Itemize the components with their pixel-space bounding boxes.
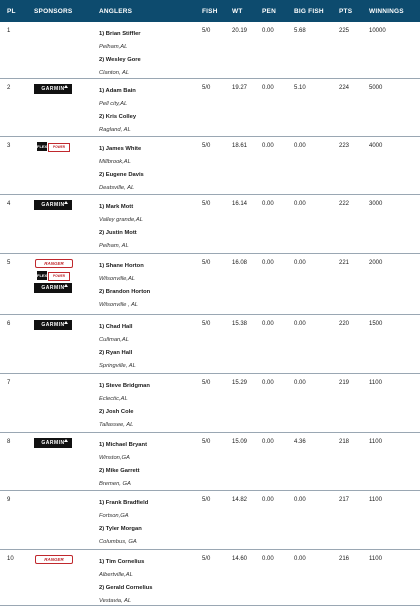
points: 217	[339, 497, 350, 503]
col-pl: PL	[7, 8, 16, 15]
col-pts: PTS	[339, 8, 353, 15]
fish-count: 5/0	[202, 28, 211, 34]
angler-2-city: Pelham, AL	[99, 243, 129, 249]
sponsor-logos	[34, 438, 74, 451]
place: 8	[7, 439, 11, 445]
anglers-cell	[99, 85, 136, 137]
winnings: 3000	[369, 201, 383, 207]
fish-count: 5/0	[202, 380, 211, 386]
power-pole-logo: FLEX POWER	[37, 142, 69, 151]
winnings: 1100	[369, 439, 382, 445]
anglers-cell	[99, 380, 150, 432]
weight: 20.19	[232, 28, 248, 34]
fish-count: 5/0	[202, 85, 211, 91]
big-fish: 0.00	[294, 380, 306, 386]
sponsor-logos	[34, 142, 74, 154]
big-fish: 4.36	[294, 439, 306, 445]
angler-1-city: Albertville,AL	[99, 572, 133, 578]
sponsor-logos	[34, 259, 74, 296]
place: 9	[7, 497, 11, 503]
anglers-cell	[99, 556, 152, 608]
big-fish: 0.00	[294, 201, 306, 207]
big-fish: 0.00	[294, 321, 306, 327]
place: 7	[7, 380, 11, 386]
results-table	[0, 22, 420, 606]
winnings: 2000	[369, 260, 383, 266]
anglers-cell	[99, 321, 136, 373]
big-fish: 5.68	[294, 28, 306, 34]
points: 218	[339, 439, 350, 445]
angler-1-name: 1) Michael Bryant	[99, 442, 147, 448]
anglers-cell	[99, 439, 147, 491]
weight: 15.09	[232, 439, 248, 445]
angler-2-name: 2) Gerald Cornelius	[99, 585, 153, 591]
angler-2-name: 2) Josh Cole	[99, 409, 134, 415]
points: 220	[339, 321, 350, 327]
angler-2-city: Ragland, AL	[99, 127, 131, 133]
penalty: 0.00	[262, 439, 274, 445]
angler-2-name: 2) Ryan Hall	[99, 350, 133, 356]
sponsor-logos	[34, 320, 74, 333]
fish-count: 5/0	[202, 497, 211, 503]
place: 3	[7, 143, 11, 149]
col-fish: FISH	[202, 8, 218, 15]
angler-2-city: Deatsville, AL	[99, 185, 135, 191]
points: 216	[339, 556, 350, 562]
table-row	[0, 254, 420, 315]
angler-1-city: Cullman,AL	[99, 337, 129, 343]
big-fish: 0.00	[294, 143, 306, 149]
weight: 15.29	[232, 380, 248, 386]
angler-1-name: 1) Chad Hall	[99, 324, 133, 330]
penalty: 0.00	[262, 380, 274, 386]
big-fish: 0.00	[294, 497, 306, 503]
weight: 16.08	[232, 260, 248, 266]
col-winnings: WINNINGS	[369, 8, 404, 15]
weight: 15.38	[232, 321, 248, 327]
angler-1-name: 1) Brian Stiffler	[99, 31, 141, 37]
fish-count: 5/0	[202, 321, 211, 327]
angler-1-city: Eclectic,AL	[99, 396, 128, 402]
fish-count: 5/0	[202, 201, 211, 207]
col-big-fish: BIG FISH	[294, 8, 324, 15]
fish-count: 5/0	[202, 143, 211, 149]
points: 221	[339, 260, 350, 266]
winnings: 4000	[369, 143, 383, 149]
garmin-logo: GARMIN	[34, 200, 72, 210]
weight: 19.27	[232, 85, 248, 91]
angler-2-name: 2) Wesley Gore	[99, 57, 141, 63]
penalty: 0.00	[262, 143, 274, 149]
angler-1-name: 1) Steve Bridgman	[99, 383, 150, 389]
winnings: 1100	[369, 497, 382, 503]
table-row	[0, 195, 420, 254]
angler-2-city: Columbus, GA	[99, 539, 137, 545]
ranger-logo: RANGER	[35, 555, 73, 564]
sponsor-logos	[34, 84, 74, 97]
angler-1-city: Winston,GA	[99, 455, 130, 461]
angler-1-city: Millbrook,AL	[99, 159, 131, 165]
penalty: 0.00	[262, 201, 274, 207]
fish-count: 5/0	[202, 556, 211, 562]
angler-1-name: 1) Adam Bain	[99, 88, 136, 94]
angler-2-city: Clanton, AL	[99, 70, 130, 76]
col-pen: PEN	[262, 8, 276, 15]
garmin-logo: GARMIN	[34, 320, 72, 330]
angler-2-name: 2) Eugene Davis	[99, 172, 144, 178]
angler-1-name: 1) Shane Horton	[99, 263, 144, 269]
angler-2-city: Vestavia, AL	[99, 598, 132, 604]
angler-1-city: Valley grande,AL	[99, 217, 143, 223]
penalty: 0.00	[262, 28, 274, 34]
angler-1-city: Pelham,AL	[99, 44, 128, 50]
angler-2-city: Springville, AL	[99, 363, 136, 369]
sponsor-logos	[34, 200, 74, 213]
table-row	[0, 22, 420, 79]
angler-2-city: Wilsonville , AL	[99, 302, 139, 308]
ranger-logo: RANGER	[35, 259, 73, 268]
angler-2-name: 2) Mike Garrett	[99, 468, 140, 474]
points: 219	[339, 380, 350, 386]
angler-2-name: 2) Justin Mott	[99, 230, 137, 236]
angler-1-name: 1) Tim Cornelius	[99, 559, 145, 565]
angler-1-city: Pell city,AL	[99, 101, 128, 107]
weight: 14.60	[232, 556, 248, 562]
angler-1-name: 1) James White	[99, 146, 142, 152]
col-sponsors: SPONSORS	[34, 8, 73, 15]
points: 225	[339, 28, 350, 34]
garmin-logo: GARMIN	[34, 283, 72, 293]
anglers-cell	[99, 28, 141, 80]
big-fish: 0.00	[294, 260, 306, 266]
place: 4	[7, 201, 11, 207]
penalty: 0.00	[262, 260, 274, 266]
table-row	[0, 79, 420, 137]
angler-2-city: Bremen, GA	[99, 481, 131, 487]
angler-2-name: 2) Brandon Horton	[99, 289, 151, 295]
angler-2-name: 2) Tyler Morgan	[99, 526, 142, 532]
penalty: 0.00	[262, 556, 274, 562]
winnings: 1100	[369, 380, 382, 386]
place: 1	[7, 28, 11, 34]
place: 10	[7, 556, 14, 562]
anglers-cell	[99, 497, 148, 549]
penalty: 0.00	[262, 85, 274, 91]
angler-2-name: 2) Kris Colley	[99, 114, 137, 120]
col-anglers: ANGLERS	[99, 8, 133, 15]
winnings: 10000	[369, 28, 386, 34]
points: 222	[339, 201, 350, 207]
winnings: 5000	[369, 85, 383, 91]
big-fish: 0.00	[294, 556, 306, 562]
place: 2	[7, 85, 11, 91]
fish-count: 5/0	[202, 439, 211, 445]
table-row	[0, 137, 420, 195]
big-fish: 5.10	[294, 85, 306, 91]
table-row	[0, 491, 420, 550]
penalty: 0.00	[262, 497, 274, 503]
angler-1-city: Wilsonville,AL	[99, 276, 136, 282]
angler-2-city: Tallassee, AL	[99, 422, 134, 428]
anglers-cell	[99, 201, 143, 253]
anglers-cell	[99, 143, 144, 195]
winnings: 1100	[369, 556, 382, 562]
sponsor-logos	[34, 555, 74, 567]
angler-1-name: 1) Frank Bradfield	[99, 500, 149, 506]
table-row	[0, 374, 420, 433]
table-row	[0, 550, 420, 606]
points: 224	[339, 85, 350, 91]
angler-1-city: Fortson,GA	[99, 513, 129, 519]
fish-count: 5/0	[202, 260, 211, 266]
garmin-logo: GARMIN	[34, 84, 72, 94]
winnings: 1500	[369, 321, 383, 327]
power-pole-logo: FLEX POWER	[37, 271, 69, 280]
penalty: 0.00	[262, 321, 274, 327]
weight: 14.82	[232, 497, 248, 503]
anglers-cell	[99, 260, 150, 312]
angler-1-name: 1) Mark Mott	[99, 204, 134, 210]
table-row	[0, 315, 420, 374]
points: 223	[339, 143, 350, 149]
place: 6	[7, 321, 11, 327]
table-header	[0, 0, 420, 22]
weight: 16.14	[232, 201, 248, 207]
weight: 18.61	[232, 143, 248, 149]
col-wt: WT	[232, 8, 243, 15]
table-row	[0, 433, 420, 491]
place: 5	[7, 260, 11, 266]
garmin-logo: GARMIN	[34, 438, 72, 448]
